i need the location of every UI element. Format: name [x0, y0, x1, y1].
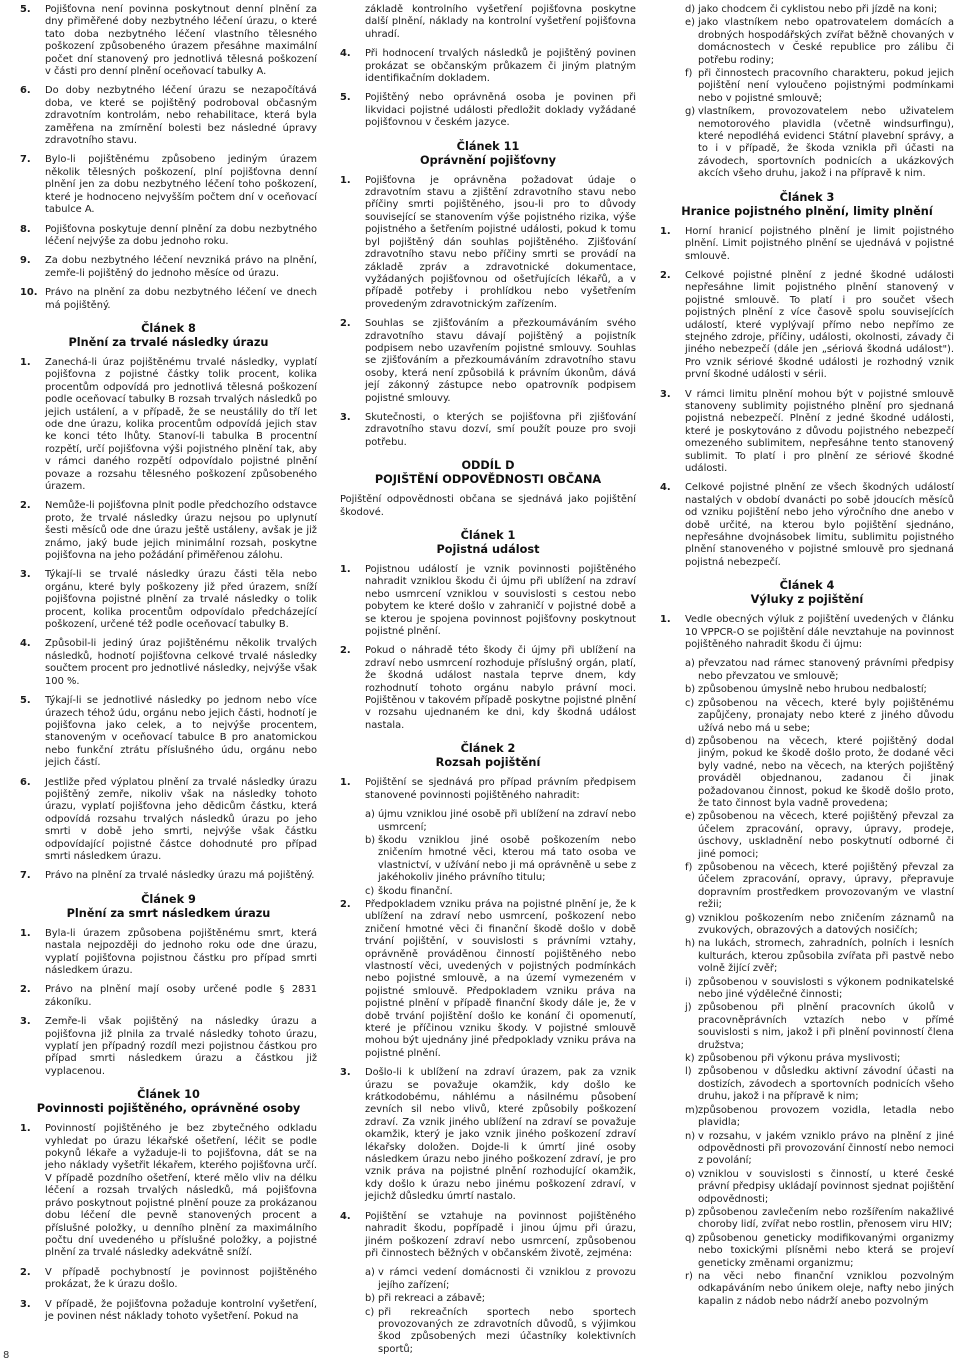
paragraph-number: 4. [20, 638, 31, 650]
list-item [660, 1169, 954, 1206]
paragraph-text: základě kontrolního vyšetření pojišťovna poskytne další plnění, náklady na kontrolní vyšetření pojišťovna uhradí. [365, 4, 636, 40]
paragraph-text: Pojišťovna poskytuje denní plnění za dobu nezbytného léčení nejvýše za dobu jednoho roku. [45, 223, 317, 247]
paragraph-number: 6. [20, 85, 31, 97]
numbered-paragraph [20, 255, 317, 280]
paragraph-number: 6. [20, 776, 31, 788]
numbered-paragraph [340, 175, 636, 311]
numbered-paragraph [660, 226, 954, 263]
heading-title: Hranice pojistného plnění, limity plnění [681, 204, 933, 218]
heading-article: Článek 4 [779, 579, 835, 593]
heading-article: Článek 1 [460, 529, 516, 542]
list-item [660, 811, 954, 861]
paragraph-text: Pojišťovna není povinna poskytnout denní plnění za dny přiměřené doby nezbytného léčení úrazu, o které tato doba nezbytného léčení vlastního tělesného poškození způsobeného úrazem přesáhne maximální počet dní stanovený pro jednotlivá tělesná poškození v části pro denní plnění oceňovací tabulky A. [45, 4, 317, 78]
paragraph-number: 1. [340, 564, 351, 575]
list-item [660, 1066, 954, 1103]
list-item-text: převzatou nad rámec stanovený právními předpisy nebo převzatou ve smlouvě; [698, 658, 954, 682]
list-item-text: jako chodcem či cyklistou nebo při jízdě na koni; [698, 4, 938, 15]
paragraph-number: 2. [660, 269, 671, 281]
list-item-letter: f) [685, 861, 693, 873]
list-item-text: vlastníkem, provozovatelem nebo uživatelem nemotorového plavidla (včetně windsurfingu), které nepodléhá evidenci Státní plavební správy, a to i v případě, že škoda vznikla při účasti na závodech, sportovních podnicích a ukázkových akcích všeho druhu, jakož i na přípravě k nim. [698, 106, 954, 180]
numbered-paragraph [660, 614, 954, 651]
list-item-letter: n) [685, 1130, 696, 1142]
list-item-letter: c) [685, 697, 695, 709]
list-item-text: škodu finanční. [378, 885, 453, 897]
paragraph-number: 1. [20, 356, 31, 368]
numbered-paragraph [340, 645, 636, 732]
numbered-paragraph [20, 224, 317, 249]
paragraph-text: Jestliže před výplatou plnění za trvalé následky úrazu pojištěný zemře, nikoliv však na následky tohoto úrazu, vyplatí pojišťovna jeho dědicům částku, která odpovídá rozsahu trvalých následků úrazu po jeho smrti v době jeho smrti, nejvýše však částku odpovídající pojistné částce dohodnuté pro případ smrti následkem úrazu. [45, 776, 317, 862]
list-item-letter: a) [685, 658, 695, 670]
list-item [340, 1307, 636, 1357]
paragraph-text: Celkové pojistné plnění z jedné škodné události nepřesáhne limit pojistného plnění stanovený v pojistné smlouvě. To platí i pro součet všech pojistných plnění z více časově spolu souvisejících událostí, které vyplývají přímo nebo nepřímo ze stejného zdroje, příčiny, události, okolnosti, závady či jiného nebezpečí (dále jen „sériová škodná událost"). Pro vznik sériové škodné události je rozhodný vznik první škodné události v sérii. [685, 269, 954, 381]
paragraph-text: Při hodnocení trvalých následků je pojištěný povinen prokázat se občanským průkazem či jiným platným identifikačním dokladem. [365, 48, 636, 85]
numbered-paragraph [20, 569, 317, 631]
section-heading [340, 742, 636, 770]
list-item [660, 1131, 954, 1168]
paragraph-text: Pojištěný nebo oprávněná osoba je povinen při likvidaci pojistné události předložit doklady vyžádané pojišťovnou v českém jazyce. [365, 92, 636, 129]
paragraph-text: Došlo-li k ublížení na zdraví úrazem, pak za vznik úrazu se považuje okamžik, kdy došlo ke krátkodobému, náhlému a násilnému působení zevních sil nebo vlivů, které způsobily poškození zdraví. Za vznik jiného ublížení na zdraví se považuje okamžik, který je jako vznik jiného poškození zdraví lékařsky doložen. Dojde-li k úmrtí jiné osoby následkem úrazu nebo jiného poškození zdraví, je pro vznik práva na pojistné plnění rozhodující okamžik, kdy došlo k úrazu nebo jinému poškození zdraví, v jejichž důsledku úmrtí nastalo. [365, 1067, 636, 1203]
numbered-paragraph [340, 1211, 636, 1261]
heading-title: Plnění za trvalé následky úrazu [68, 335, 269, 349]
paragraph-number: 1. [20, 1123, 31, 1135]
heading-article: Článek 10 [137, 1088, 200, 1102]
list-item [340, 1267, 636, 1292]
list-item [660, 977, 954, 1002]
paragraph-text: Týkají-li se trvalé následky úrazu části těla nebo orgánu, které byly poškozeny již před úrazem, sníží pojišťovna pojistné plnění za trvalé následky o tolik procent, kolika procentům odpovídalo předcházející poškození, určené též podle oceňovací tabulky B. [45, 569, 317, 631]
paragraph-number: 4. [340, 1210, 351, 1222]
list-item [660, 68, 954, 105]
list-item-text: na věci nebo finanční vzniklou pozvolným odkapáváním nebo únikem oleje, nafty nebo jiných kapalin z nádob nebo nádrží anebo pozvolným [698, 1270, 954, 1307]
numbered-paragraph [20, 638, 317, 688]
paragraph-text: Právo na plnění za dobu nezbytného léčení ve dnech má pojištěný. [45, 287, 317, 311]
heading-title: Výluky z pojištění [750, 593, 864, 607]
list-item-letter: a) [365, 1267, 375, 1279]
numbered-paragraph [20, 4, 317, 78]
list-item [660, 862, 954, 912]
list-item-letter: d) [685, 4, 696, 15]
paragraph-text: Za dobu nezbytného léčení nevzniká právo na plnění, zemře-li pojištěný do jednoho měsíce od úrazu. [45, 255, 317, 279]
list-item [660, 1105, 954, 1130]
numbered-paragraph [20, 870, 317, 882]
list-item [340, 886, 636, 898]
paragraph-number: 3. [340, 1067, 351, 1079]
paragraph-text: Pokud o náhradě této škody či újmy při ublížení na zdraví nebo usmrcení rozhoduje příslušný orgán, platí, že škodná událost nastala teprve dnem, kdy rozhodnutí tohoto orgánu nabylo právní moci. Pojištěnou v takovém případě poskytne pojistné plnění v rozsahu ujednaném ke dni, kdy škodná událost nastala. [365, 645, 636, 731]
paragraph-number: 5. [340, 92, 351, 104]
paragraph-number: 2. [340, 645, 351, 657]
numbered-paragraph [340, 92, 636, 129]
numbered-paragraph [340, 1067, 636, 1203]
numbered-paragraph [340, 777, 636, 802]
list-item [660, 1053, 954, 1065]
paragraph-text: Horní hranicí pojistného plnění je limit pojistného plnění. Limit pojistného plnění se ujednává v pojistné smlouvě. [685, 225, 954, 262]
list-item-letter: m) [685, 1104, 699, 1116]
list-item-text: v rámci vedení domácnosti či vzniklou z provozu jejího zařízení; [378, 1267, 636, 1291]
list-item [660, 938, 954, 975]
section-heading [660, 579, 954, 607]
list-item-letter: g) [685, 912, 696, 924]
list-item [660, 658, 954, 683]
paragraph-number: 3. [20, 569, 31, 581]
paragraph-number: 10. [20, 287, 38, 299]
numbered-paragraph [20, 85, 317, 147]
list-item [340, 835, 636, 885]
heading-article: Článek 11 [456, 139, 520, 153]
paragraph-number: 9. [20, 255, 31, 267]
paragraph-number: 1. [20, 927, 31, 939]
paragraph-text: Zemře-li však pojištěný na následky úrazu a pojišťovna již plnila za trvalé následky tohoto úrazu, vyplatí jen případný rozdíl mezi pojistnou částkou pro případ smrti následkem úrazu a částkou již vyplacenou. [45, 1016, 317, 1077]
paragraph-number: 2. [20, 1266, 31, 1278]
list-item-letter: a) [365, 809, 375, 821]
paragraph-text: Pojistnou událostí je vznik povinnosti pojištěného nahradit vzniklou škodu či újmu při ublížení na zdraví nebo usmrcení vzniklou v souvislosti s cestou nebo pobytem ke které došlo v zahraničí v pojistné době a se kterou je spojena povinnost pojišťovny poskytnout pojistné plnění. [365, 564, 636, 638]
column-left [20, 4, 317, 1330]
paragraph-number: 5. [20, 4, 31, 15]
numbered-paragraph [340, 899, 636, 1060]
list-item-text: způsobenou provozem vozidla, letadla nebo plavidla; [698, 1104, 954, 1129]
list-item-text: způsobenou na věcech, které pojištěný převzal za účelem zpracování, opravy, úpravy, prodeje, úschovy, uskladnění nebo poskytnutí odborné či jiné pomoci; [698, 811, 954, 860]
paragraph-text: V případě, že pojišťovna požaduje kontrolní vyšetření, je povinen nést náklady tohoto vyšetření. Pokud na [45, 1298, 317, 1322]
numbered-paragraph [20, 154, 317, 216]
heading-article: Článek 3 [779, 190, 835, 204]
list-item-letter: e) [685, 811, 695, 823]
paragraph-number: 4. [340, 48, 351, 60]
section-heading [340, 529, 636, 557]
list-item-letter: j) [685, 1002, 692, 1014]
list-item-letter: c) [365, 1306, 375, 1318]
list-item-text: při činnostech pracovního charakteru, pokud jejich pojištění není vyloučeno pojistnými podmínkami nebo v pojistné smlouvě; [698, 68, 954, 104]
paragraph-text: Povinností pojištěného je bez zbytečného odkladu vyhledat po úrazu lékařské ošetření, léčit se podle pokynů lékaře a vyžaduje-li to pojišťovna, dát se na jeho náklady vyšetřit lékařem, kterého pojišťovna určí. V případě pozdního ošetření, které mělo vliv na délku léčení a rozsah trvalých následků, má pojišťovna právo poskytnout pojistné plnění pouze za prokázanou dobu léčení dle pevně stanovených procent a příslušné položky, u denního plnění za maximálního počtu dní uvedeného u příslušné položky, a pojistné plnění za trvalé následky adekvátně sníží. [45, 1123, 317, 1259]
list-item-letter: c) [365, 885, 375, 897]
paragraph-text: Vedle obecných výluk z pojištění uvedených v článku 10 VPPCR-O se pojištění dále nevztahuje na povinnost pojištěného nahradit škodu či újmu: [685, 614, 954, 651]
paragraph-text: Týkají-li se jednotlivé následky po jednom nebo více úrazech téhož údu, orgánu nebo jejich části, hodnotí je pojišťovna jako celek, a to nejvýše procentem, stanoveným v oceňovací tabulce B pro anatomickou nebo funkční ztrátu příslušného údu, orgánu nebo jejich částí. [45, 695, 317, 769]
paragraph-number: 1. [660, 614, 671, 626]
numbered-paragraph [20, 1267, 317, 1292]
list-item-letter: b) [365, 834, 376, 846]
numbered-paragraph [20, 984, 317, 1009]
list-item-text: způsobenou v důsledku aktivní závodní účasti na dostizích, závodech a sportovních podnicích všeho druhu, jakož i na přípravě k nim; [698, 1066, 954, 1103]
section-heading [660, 191, 954, 219]
list-item-letter: q) [685, 1232, 696, 1244]
list-item-letter: l) [685, 1066, 692, 1078]
section-heading [20, 893, 317, 921]
paragraph-number: 3. [340, 411, 351, 423]
paragraph-text: Bylo-li pojištěnému způsobeno jediným úrazem několik tělesných poškození, plní pojišťovna denní plnění jen za dobu nezbytného léčení toho poškození, které je hodnoceno nejvyšším počtem dní v oceňovací tabulce A. [45, 154, 317, 216]
list-item [660, 1233, 954, 1270]
list-item-letter: b) [365, 1293, 376, 1305]
numbered-paragraph [340, 48, 636, 85]
list-item [660, 106, 954, 180]
paragraph-text: Skutečnosti, o kterých se pojišťovna při zjišťování zdravotního stavu dozví, smí použít pouze pro svoji potřebu. [365, 411, 636, 448]
list-item-text: na lukách, stromech, zahradních, polních i lesních kulturách, kterou způsobila zvířata při pastvě nebo volně žijící zvěř; [698, 938, 954, 975]
numbered-paragraph [660, 270, 954, 382]
section-heading [20, 1088, 317, 1116]
paragraph-number: 2. [20, 500, 31, 512]
list-item-text: újmu vzniklou jiné osobě při ublížení na zdraví nebo usmrcení; [378, 809, 636, 833]
numbered-paragraph [20, 357, 317, 493]
numbered-paragraph [340, 564, 636, 638]
numbered-paragraph [340, 412, 636, 449]
list-item-letter: e) [685, 17, 695, 29]
section-heading [340, 140, 636, 168]
list-item-text: způsobenou při výkonu práva myslivosti; [698, 1053, 901, 1065]
list-item-letter: b) [685, 684, 696, 696]
numbered-paragraph [20, 1299, 317, 1324]
paragraph-number: 5. [20, 695, 31, 707]
continued-paragraph [340, 4, 636, 41]
paragraph-number: 8. [20, 223, 31, 235]
numbered-paragraph [20, 777, 317, 864]
list-item [660, 698, 954, 735]
list-item-text: způsobenou geneticky modifikovanými organizmy nebo toxickými plísněmi nebo která se projeví geneticky změnami organizmu; [698, 1232, 954, 1269]
list-item [660, 913, 954, 938]
list-item [340, 1293, 636, 1305]
list-item [660, 736, 954, 810]
numbered-paragraph [660, 482, 954, 569]
list-item-letter: o) [685, 1168, 695, 1180]
list-item-text: vzniklou poškozením nebo zničením záznamů na zvukových, obrazových a datových nosičích; [698, 912, 954, 936]
section-heading [20, 322, 317, 350]
list-item-letter: g) [685, 106, 696, 118]
list-item [340, 809, 636, 834]
paragraph-number: 7. [20, 870, 31, 882]
heading-article: Článek 9 [141, 892, 196, 906]
list-item-letter: r) [685, 1270, 693, 1282]
paragraph-text: V případě pochybností je povinnost pojištěného prokázat, že k úrazu došlo. [45, 1266, 317, 1291]
paragraph-number: 2. [340, 898, 351, 910]
list-item-text: způsobenou úmyslně nebo hrubou nedbalostí; [698, 684, 927, 696]
paragraph-number: 7. [20, 154, 31, 166]
paragraph-text: Souhlas se zjišťováním a přezkoumáváním svého zdravotního stavu dávají pojištěný a pojistník podpisem nebo uzavřením pojistné smlouvy. Souhlas se zjišťováním a přezkoumáváním zdravotního stavu osoby, která není způsobilá k právním úkonům, dává její zákonný zástupce nebo opatrovník podpisem pojistné smlouvy. [365, 318, 636, 404]
list-item [660, 4, 954, 16]
list-item-text: způsobenou při plnění pracovních úkolů v pracovněprávních vztazích nebo v přímé souvislosti s nim, jakož i při plnění povinností člena družstva; [698, 1002, 954, 1051]
paragraph-number: 1. [340, 174, 351, 186]
list-item-letter: i) [685, 976, 692, 988]
heading-title: Plnění za smrt následkem úrazu [66, 906, 271, 920]
numbered-paragraph [20, 1123, 317, 1259]
paragraph-text: Zanechá-li úraz pojištěnému trvalé následky, vyplatí pojišťovna z pojistné částky tolik procent, kolika procentům odpovídá pro jednotlivá tělesná poškození podle oceňovací tabulky B rozsah trvalých následků po jejich ustálení, a v případě, že se neustálily do tří let ode dne úrazu, kolika procentům odpovídá jejich stav ke konci této lhůty. Stanoví-li tabulka B procentní rozpětí, určí pojišťovna výši pojistného plnění tak, aby v rámci daného rozpětí odpovídalo pojistné plnění povaze a rozsahu tělesného poškození způsobeného úrazem. [45, 356, 317, 492]
numbered-paragraph [20, 928, 317, 978]
paragraph-text: Pojišťovna je oprávněna požadovat údaje o zdravotním stavu a zjištění zdravotního stavu nebo příčiny smrti pojištěného, jsou-li pro to důvody související se stanovením výše pojistného rizika, výše pojistného a šetřením pojistné události, pokud k tomu byl pojištěný dán souhlas pojištěného. Zjišťování zdravotního stavu nebo příčiny smrti se provádí na základě zpráv a zdravotnické dokumentace, vyžádaných pojišťovnou od ošetřujících lékařů, a v případě potřeby i prohlídkou nebo vyšetřením provedeným zdravotnickým zařízením. [365, 174, 636, 310]
heading-article: ODDÍL D [461, 459, 515, 473]
paragraph-number: 1. [660, 225, 671, 237]
list-item-text: při rekreačních sportech nebo sportech provozovaných ze zdravotních důvodů, s výjimkou škod způsobených mezi účastníky kolektivních sportů; [378, 1306, 636, 1355]
paragraph-text: Do doby nezbytného léčení úrazu se nezapočítává doba, ve které se pojištěný podroboval občasným zdravotním kontrolám, nebo rehabilitace, která byla zaměřena na zmírnění bolesti bez následné úpravy zdravotního stavu. [45, 85, 317, 147]
heading-title: Oprávnění pojišťovny [419, 153, 557, 167]
list-item [660, 684, 954, 696]
paragraph-text: Způsobil-li jediný úraz pojištěnému několik trvalých následků, hodnotí pojišťovna celkové trvalé následky součtem procent pro jednotlivé následky, nejvýše však 100 %. [45, 638, 317, 687]
list-item-text: vzniklou v souvislosti s činností, u které české právní předpisy ukládají povinnost sjednat pojištění odpovědnosti; [698, 1168, 954, 1205]
paragraph-text: Předpokladem vzniku práva na pojistné plnění je, že k ublížení na zdraví nebo usmrcení, poškození nebo zničení hmotné věci či finanční škodě došlo v době trvání pojištění, v souvislosti s právními vztahy, oprávněně prováděnou činností pojištěného nebo vlastností věci, uvedených v pojistných podmínkách nebo pojistné smlouvě, a na území vymezeném v pojistné smlouvě. Předpokladem vzniku práva na pojistné plnění v případě finanční škody dále je, že v době trvání pojištění došlo ke konání či opomenutí, které je příčinou vzniku škody. V pojistné smlouvě mohou být ujednány jiné předpoklady vzniku práva na pojistné plnění. [365, 898, 636, 1059]
list-item-text: způsobenou na věcech, které pojištěný dodal jiným, pokud ke škodě došlo proto, že dodané věci byly vadné, nebo na věcech, na kterých pojištěný prováděl objednanou, zadanou či jinak požadovanou činnost, pokud ke škodě došlo proto, že tato činnost byla vadně provedena; [698, 735, 954, 809]
column-middle [340, 4, 636, 1357]
paragraph-number: 2. [340, 318, 351, 330]
list-item-text: způsobenou na věcech, které pojištěný převzal za účelem zpracování, opravy, úpravy, přepravuje dopravním prostředkem provozovaným ve vlastní režii; [698, 861, 954, 911]
paragraph-text: Celkové pojistné plnění ze všech škodných událostí nastalých v období dvanácti po sobě jdoucích měsíců od vzniku pojištění nebo jeho výročního dne anebo v době určité, na kterou bylo pojištění sjednáno, nepřesáhne dvojnásobek limitu, sublimitu pojistného plnění stanoveného v pojistné smlouvě pro sjednaná pojistná nebezpečí. [685, 482, 954, 568]
paragraph-text: Pojištění se vztahuje na povinnost pojištěného nahradit škodu, popřípadě i jinou újmu při úrazu, jiném poškození zdraví nebo usmrcení, způsobenou při činnostech běžných v občanském životě, zejména: [365, 1210, 636, 1259]
paragraph-number: 2. [20, 984, 31, 996]
numbered-paragraph [20, 287, 317, 312]
list-item [660, 1002, 954, 1052]
list-item-letter: h) [685, 938, 696, 950]
paragraph-number: 3. [20, 1298, 31, 1310]
column-right [660, 4, 954, 1309]
list-item-text: způsobenou na věcech, které byly pojištěnému zapůjčeny, pronajaty nebo které z jiného důvodu užívá nebo má u sebe; [698, 697, 954, 734]
heading-title: Pojistná událost [436, 543, 540, 556]
list-item [660, 1271, 954, 1308]
paragraph-text: Pojištění se sjednává pro případ právním předpisem stanovené povinnosti pojištěného nahradit: [365, 777, 636, 801]
paragraph-text: Nemůže-li pojišťovna plnit podle předchozího odstavce proto, že trvalé následky úrazu nejsou po uplynutí šesti měsíců ode dne úrazu ještě ustáleny, avšak je již známo, jaký bude jejich minimální rozsah, poskytne pojišťovna na jeho požádání přiměřenou zálohu. [45, 500, 317, 562]
numbered-paragraph [20, 695, 317, 769]
paragraph-number: 3. [660, 388, 671, 400]
list-item-text: v rozsahu, v jakém vzniklo právo na plnění z jiné odpovědnosti při provozování činností nebo nemoci z povolání; [698, 1130, 954, 1167]
page-number: 8 [3, 1350, 10, 1361]
section-heading [340, 459, 636, 487]
heading-title: Povinnosti pojištěného, oprávněné osoby [36, 1102, 301, 1116]
heading-title: POJIŠTĚNÍ ODPOVĚDNOSTI OBČANA [374, 473, 602, 487]
list-item [660, 1207, 954, 1232]
heading-article: Článek 8 [141, 321, 196, 335]
paragraph-text: Byla-li úrazem způsobena pojištěnému smrt, která nastala nejpozději do jednoho roku ode dne úrazu, vyplatí pojišťovna pojistnou částku pro případ smrti následkem úrazu. [45, 927, 317, 976]
heading-title: Rozsah pojištění [435, 756, 541, 770]
numbered-paragraph [340, 318, 636, 405]
list-item-letter: p) [685, 1206, 696, 1218]
numbered-paragraph [660, 389, 954, 476]
list-item-letter: f) [685, 68, 693, 80]
plain-paragraph: Pojištění odpovědnosti občana se sjednává jako pojištění škodové. [340, 494, 636, 518]
list-item-letter: d) [685, 735, 696, 747]
paragraph-text: Právo na plnění za trvalé následky úrazu má pojištěný. [45, 870, 315, 882]
paragraph-text: Právo na plnění mají osoby určené podle § 2831 zákoníku. [45, 984, 317, 1008]
heading-article: Článek 2 [460, 742, 516, 756]
list-item-text: způsobenou v souvislosti s výkonem podnikatelské nebo jiné výdělečné činnosti; [698, 976, 954, 1001]
numbered-paragraph [20, 500, 317, 562]
list-item-text: při rekreaci a zábavě; [378, 1293, 486, 1305]
paragraph-number: 1. [340, 777, 351, 789]
list-item-text: způsobenou zavlečením nebo rozšířením nakažlivé choroby lidí, zvířat nebo rostlin, přenosem viru HIV; [698, 1206, 954, 1231]
numbered-paragraph [20, 1016, 317, 1078]
list-item [660, 17, 954, 67]
list-item-text: jako vlastníkem nebo opatrovatelem domácích a drobných hospodářských zvířat běžně chovaných v domácnostech v České republice pro zálibu či potřebu rodiny; [698, 17, 954, 66]
paragraph-number: 3. [20, 1016, 31, 1028]
paragraph-text: V rámci limitu plnění mohou být v pojistné smlouvě stanoveny sublimity pojistného plnění pro sjednaná pojistná nebezpečí. Plnění z jedné škodné události, které je poskytováno z důvodu pojistného nebezpečí omezeného sublimitem, nepřesáhne tento stanovený sublimit. To platí i pro plnění ze sériové škodné události. [685, 388, 954, 474]
list-item-text: škodu vzniklou jiné osobě poškozením nebo zničením hmotné věci, kterou má tato osoba ve vlastnictví, v užívání nebo ji má oprávněně u sebe z jakéhokoliv jiného právního titulu; [378, 834, 636, 884]
paragraph-number: 4. [660, 482, 671, 494]
list-item-letter: k) [685, 1053, 695, 1065]
